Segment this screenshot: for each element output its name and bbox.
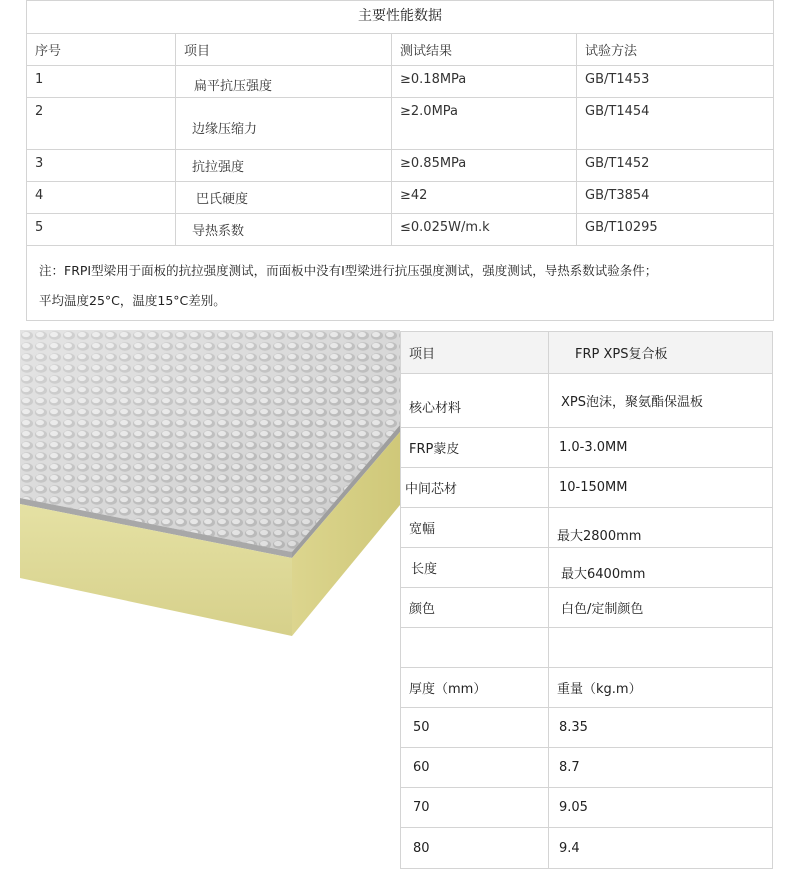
- performance-table: [26, 0, 774, 321]
- row-index: 1: [27, 66, 176, 97]
- row-method: GB/T1454: [585, 104, 650, 119]
- weight-value: 9.4: [559, 840, 580, 856]
- weight-value: 8.7: [559, 760, 580, 775]
- product-photo: [20, 330, 400, 640]
- spec-value: 最大6400mm: [561, 567, 646, 582]
- spec-header-row: [401, 332, 772, 374]
- row-item: 巴氏硬度: [176, 182, 392, 213]
- header-method: 试验方法: [585, 44, 638, 59]
- row-result: ≥0.85MPa: [392, 150, 577, 181]
- spec-row: [401, 588, 772, 628]
- note-line-2: 平均温度25°C，温度15°C差别。: [39, 293, 226, 308]
- thickness-value: 60: [401, 748, 549, 787]
- spec-row: [401, 748, 772, 788]
- spec-value: XPS泡沫，聚氨酯保温板: [561, 395, 703, 410]
- row-index: 2: [27, 98, 176, 149]
- row-method: GB/T1453: [585, 72, 650, 87]
- row-result: ≥0.18MPa: [392, 66, 577, 97]
- header-item: 项目: [176, 34, 392, 65]
- header-result: 测试结果: [392, 34, 577, 65]
- spec-row: [401, 508, 772, 548]
- header-index: 序号: [27, 34, 176, 65]
- spec-key: 颜色: [401, 588, 549, 627]
- spec-key: 中间芯材: [401, 468, 549, 507]
- spec-key: 长度: [401, 548, 549, 587]
- row-index: 3: [27, 150, 176, 181]
- spec-row: [401, 828, 772, 868]
- table-row: [27, 66, 773, 98]
- row-result: ≥42: [392, 182, 577, 213]
- spec-header-item: 项目: [401, 332, 549, 373]
- row-item: 边缘压缩力: [176, 98, 392, 149]
- row-index: 5: [27, 214, 176, 245]
- performance-header-row: [27, 34, 773, 66]
- row-item: 导热系数: [176, 214, 392, 245]
- weight-value: 8.35: [559, 720, 588, 735]
- spec-row: [401, 468, 772, 508]
- spec-row: [401, 708, 772, 748]
- note-line-1: 注：FRPI型梁用于面板的抗拉强度测试，而面板中没有I型梁进行抗压强度测试，强度测试，导热系数试验条件；: [39, 263, 658, 278]
- spec-table: [400, 331, 773, 869]
- thickness-header: 厚度（mm）: [401, 668, 549, 707]
- table-row: [27, 182, 773, 214]
- row-method: GB/T10295: [585, 220, 658, 235]
- row-method: GB/T3854: [585, 188, 650, 203]
- spec-value: [549, 628, 772, 667]
- spec-key: 核心材料: [401, 374, 549, 427]
- spec-row: [401, 374, 772, 428]
- row-method: GB/T1452: [585, 156, 650, 171]
- thickness-value: 50: [401, 708, 549, 747]
- spec-header-product: FRP XPS复合板: [575, 347, 668, 362]
- weight-value: 9.05: [559, 800, 588, 815]
- row-item: 抗拉强度: [176, 150, 392, 181]
- spec-row: [401, 548, 772, 588]
- spec-row: [401, 788, 772, 828]
- spec-value: 10-150MM: [559, 480, 628, 495]
- spec-value: 白色/定制颜色: [561, 602, 644, 617]
- thickness-value: 80: [401, 828, 549, 868]
- spec-value: 最大2800mm: [557, 529, 642, 544]
- performance-note: [27, 246, 773, 320]
- row-item: 扁平抗压强度: [176, 66, 392, 97]
- row-index: 4: [27, 182, 176, 213]
- performance-title: 主要性能数据: [27, 1, 773, 34]
- spec-key: [401, 628, 549, 667]
- thickness-value: 70: [401, 788, 549, 827]
- spec-row: [401, 668, 772, 708]
- weight-header: 重量（kg.m）: [557, 682, 642, 697]
- row-result: ≤0.025W/m.k: [392, 214, 577, 245]
- spec-row-empty: [401, 628, 772, 668]
- table-row: [27, 98, 773, 150]
- spec-value: 1.0-3.0MM: [559, 440, 628, 455]
- table-row: [27, 214, 773, 246]
- spec-key: 宽幅: [401, 508, 549, 547]
- table-row: [27, 150, 773, 182]
- row-result: ≥2.0MPa: [392, 98, 577, 149]
- spec-key: FRP蒙皮: [401, 428, 549, 467]
- spec-row: [401, 428, 772, 468]
